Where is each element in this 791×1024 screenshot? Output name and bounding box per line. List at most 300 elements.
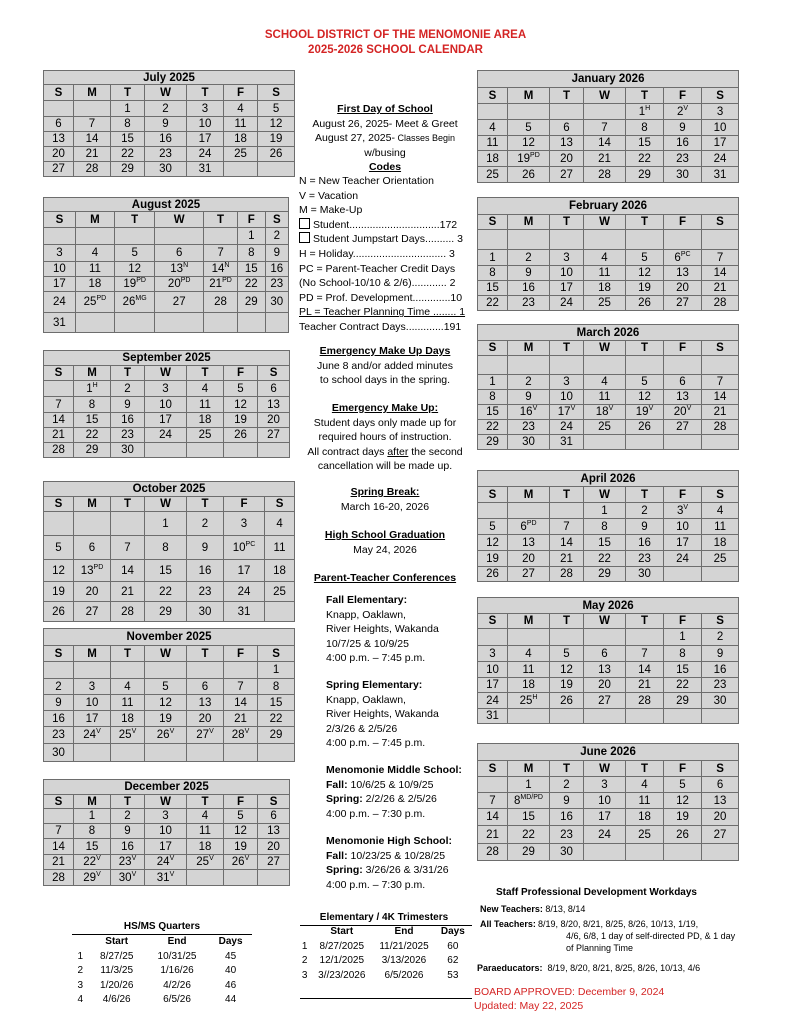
- day-code: PD: [180, 277, 191, 284]
- day-number: 18: [121, 712, 134, 725]
- day-number: 9: [641, 520, 648, 533]
- staff-pd-para: [477, 962, 700, 974]
- weekday-header: F: [664, 614, 702, 629]
- empty-day: [187, 870, 224, 886]
- day-number: 7: [716, 251, 724, 264]
- day-number: 22: [269, 712, 283, 725]
- calendar-day: [115, 292, 155, 313]
- day-number: 17: [713, 137, 727, 149]
- day-number: 20: [85, 585, 99, 598]
- day-number: 14: [52, 840, 65, 853]
- empty-day: [702, 356, 739, 375]
- day-number: 12: [269, 118, 283, 130]
- day-number: 25: [713, 552, 727, 565]
- day-number: 2: [676, 105, 684, 118]
- calendar-day: [145, 428, 187, 443]
- calendar-day: [664, 405, 702, 420]
- day-code: V: [532, 405, 538, 412]
- day-number: 11: [714, 520, 727, 533]
- day-number: 13: [170, 263, 184, 275]
- calendar-day: [702, 551, 739, 567]
- calendar-day: [204, 292, 238, 313]
- empty-day: [626, 709, 664, 724]
- day-number: 13: [713, 794, 727, 807]
- day-number: 3: [676, 504, 684, 517]
- empty-day: [702, 709, 739, 724]
- day-number: 23: [522, 421, 535, 433]
- empty-day: [258, 162, 295, 177]
- day-number: 26: [122, 296, 136, 308]
- week-row: [478, 678, 739, 693]
- calendar-day: [145, 809, 187, 824]
- day-number: 3: [201, 102, 209, 115]
- day-code: PD: [93, 563, 104, 571]
- week-row: [44, 413, 290, 428]
- day-number: 15: [486, 406, 499, 418]
- day-number: 30: [159, 163, 172, 175]
- calendar-day: [550, 296, 584, 311]
- empty-day: [664, 709, 702, 724]
- weekday-header: S: [478, 341, 508, 356]
- cell: 2: [301, 955, 308, 967]
- calendar-day: [664, 535, 702, 551]
- week-row: [44, 711, 295, 727]
- emergency-makeup-section: [296, 401, 474, 474]
- weekday-header: S: [258, 85, 295, 101]
- calendar-day: [478, 266, 508, 281]
- day-number: 19: [159, 712, 172, 725]
- calendar-day: [44, 695, 74, 711]
- calendar-day: [478, 281, 508, 296]
- calendar-day: [508, 167, 550, 183]
- high-school-title: Menomonie High School:: [326, 835, 452, 847]
- first-day-note: Classes Begin: [394, 133, 455, 144]
- day-number: 7: [88, 118, 96, 130]
- calendar-day: [44, 277, 76, 292]
- calendar-day: [584, 551, 626, 567]
- empty-day: [115, 313, 155, 333]
- calendar-day: [44, 162, 74, 177]
- day-number: 28: [713, 297, 727, 309]
- day-number: 8: [514, 794, 521, 807]
- calendar-day: [111, 397, 145, 413]
- day-number: 10: [560, 391, 573, 403]
- day-code: V: [686, 405, 692, 412]
- calendar-day: [44, 536, 74, 560]
- empty-day: [111, 744, 145, 762]
- calendar-day: [111, 727, 145, 744]
- calendar-day: [550, 551, 584, 567]
- calendar-day: [584, 567, 626, 582]
- day-number: 30: [52, 746, 65, 759]
- day-number: 10: [486, 663, 499, 676]
- calendar-day: [664, 266, 702, 281]
- day-number: 30: [121, 444, 134, 456]
- week-row: [478, 266, 739, 281]
- weekday-header: W: [584, 215, 626, 230]
- day-number: 18: [713, 536, 727, 549]
- day-code: PC: [245, 540, 256, 548]
- day-number: 28: [486, 846, 499, 858]
- fall-elementary-line: 10/7/25 & 10/9/25: [326, 637, 409, 650]
- graduation-date: May 24, 2026: [353, 543, 417, 556]
- calendar-day: [224, 679, 258, 695]
- cell: 12/1/2025: [319, 955, 365, 967]
- calendar-day: [187, 536, 224, 560]
- calendar-day: [238, 292, 266, 313]
- weekday-header: T: [111, 646, 145, 662]
- day-number: 15: [85, 840, 99, 853]
- day-number: 27: [676, 297, 689, 309]
- calendar-day: [44, 292, 76, 313]
- day-code: V: [570, 405, 576, 412]
- calendar-day: [145, 870, 187, 886]
- day-number: 22: [121, 148, 134, 160]
- calendar-day: [626, 390, 664, 405]
- month-calendar-nov: [43, 628, 295, 762]
- calendar-day: [508, 826, 550, 844]
- day-number: 29: [522, 846, 535, 858]
- calendar-day: [155, 277, 204, 292]
- calendar-day: [258, 839, 290, 855]
- day-code: PD: [96, 295, 107, 302]
- day-number: 30: [713, 694, 727, 707]
- day-number: 1: [86, 382, 93, 395]
- calendar-day: [508, 266, 550, 281]
- calendar-day: [44, 824, 74, 839]
- day-number: 25: [598, 421, 611, 433]
- day-code: V: [209, 728, 214, 735]
- calendar-day: [74, 117, 111, 132]
- weekday-header: T: [187, 85, 224, 101]
- empty-day: [44, 809, 74, 824]
- calendar-day: [550, 678, 584, 693]
- quarters-table: [72, 919, 252, 1007]
- calendar-day: [478, 390, 508, 405]
- day-number: 3: [563, 251, 570, 264]
- calendar-day: [74, 727, 111, 744]
- calendar-day: [224, 397, 258, 413]
- weekday-header: M: [508, 761, 550, 777]
- day-number: 1: [248, 230, 255, 242]
- week-row: [44, 245, 289, 262]
- calendar-day: [224, 132, 258, 147]
- day-number: 9: [124, 398, 131, 411]
- calendar-day: [265, 277, 288, 292]
- calendar-day: [702, 420, 739, 435]
- empty-day: [626, 844, 664, 861]
- calendar-day: [508, 793, 550, 809]
- calendar-day: [664, 281, 702, 296]
- calendar-title: 2025-2026 SCHOOL CALENDAR: [308, 44, 483, 56]
- cell: 4/6/26: [102, 994, 131, 1006]
- weekday-header: S: [44, 212, 76, 228]
- calendar-day: [111, 855, 145, 870]
- calendar-day: [478, 809, 508, 826]
- calendar-day: [478, 551, 508, 567]
- week-row: [478, 405, 739, 420]
- empty-day: [702, 567, 739, 582]
- label: All Teachers:: [480, 919, 536, 929]
- day-number: 19: [638, 282, 651, 294]
- calendar-day: [187, 602, 224, 622]
- trimesters-title: Elementary / 4K Trimesters: [319, 911, 449, 923]
- day-number: 2: [124, 810, 131, 822]
- week-row: [478, 709, 739, 724]
- day-number: 24: [53, 296, 66, 308]
- calendar-day: [478, 519, 508, 535]
- week-row: [44, 292, 289, 313]
- day-number: 22: [522, 828, 535, 841]
- empty-day: [702, 844, 739, 861]
- day-number: 13: [676, 391, 689, 403]
- calendar-day: [74, 602, 111, 622]
- calendar-day: [187, 428, 224, 443]
- calendar-day: [664, 551, 702, 567]
- calendar-day: [664, 662, 702, 678]
- calendar-day: [664, 375, 702, 390]
- calendar-day: [626, 809, 664, 826]
- calendar-day: [626, 151, 664, 167]
- empty-day: [478, 104, 508, 120]
- week-row: [44, 744, 295, 762]
- trimesters-table: [298, 910, 470, 983]
- weekday-header: T: [187, 646, 224, 662]
- calendar-day: [74, 582, 111, 602]
- day-number: 13: [267, 398, 280, 411]
- calendar-day: [550, 250, 584, 266]
- week-row: [478, 375, 739, 390]
- value: 3/26/26 & 3/31/26: [362, 864, 449, 877]
- calendar-day: [187, 839, 224, 855]
- empty-day: [145, 443, 187, 458]
- calendar-day: [155, 245, 204, 262]
- day-number: 4: [716, 504, 724, 517]
- day-number: 19: [635, 406, 649, 418]
- calendar-day: [584, 167, 626, 183]
- day-number: 4: [601, 376, 608, 388]
- week-row: [478, 809, 739, 826]
- cell: 62: [447, 955, 459, 967]
- first-day-title: First Day of School: [337, 103, 433, 115]
- day-number: 12: [128, 263, 142, 275]
- calendar-day: [75, 292, 114, 313]
- calendar-day: [258, 662, 295, 679]
- weekday-header: F: [664, 215, 702, 230]
- calendar-day: [550, 809, 584, 826]
- calendar-day: [258, 147, 295, 162]
- day-code: MD/PD: [520, 793, 543, 801]
- calendar-day: [111, 582, 145, 602]
- weekday-header: W: [584, 341, 626, 356]
- calendar-day: [187, 560, 224, 582]
- cell: 8/27/2025: [319, 940, 365, 952]
- day-number: 24: [156, 856, 170, 868]
- day-number: 27: [267, 856, 280, 868]
- week-row: [478, 693, 739, 709]
- calendar-day: [224, 147, 258, 162]
- month-title: September 2025: [44, 351, 290, 366]
- weekday-header: S: [702, 761, 739, 777]
- checkbox-icon: [299, 218, 310, 229]
- weekday-header: T: [111, 795, 145, 809]
- day-number: 8: [124, 118, 131, 130]
- day-number: 14: [52, 414, 65, 426]
- calendar-day: [584, 662, 626, 678]
- calendar-day: [258, 695, 295, 711]
- week-row: [478, 551, 739, 567]
- day-number: 25: [273, 585, 286, 598]
- calendar-day: [702, 390, 739, 405]
- empty-day: [626, 230, 664, 250]
- empty-day: [508, 230, 550, 250]
- day-number: 21: [234, 712, 247, 725]
- day-number: 19: [517, 152, 531, 165]
- calendar-day: [44, 147, 74, 162]
- calendar-day: [702, 104, 739, 120]
- empty-day: [224, 662, 258, 679]
- weekday-header: M: [508, 614, 550, 629]
- fall-elementary-line: Knapp, Oaklawn,: [326, 608, 406, 621]
- calendar-day: [626, 693, 664, 709]
- empty-day: [224, 162, 258, 177]
- day-number: 23: [676, 152, 689, 165]
- day-number: 10: [159, 825, 172, 837]
- weekday-header: M: [74, 646, 111, 662]
- week-row: [44, 162, 295, 177]
- value-line: 8/19, 8/20, 8/21, 8/25, 8/26, 10/13, 1/19,: [538, 919, 699, 929]
- day-number: 26: [522, 168, 535, 181]
- conferences-heading: Parent-Teacher Conferences: [313, 572, 457, 584]
- day-number: 5: [525, 121, 532, 134]
- day-number: 9: [525, 391, 532, 403]
- calendar-day: [626, 266, 664, 281]
- calendar-day: [258, 117, 295, 132]
- day-number: 11: [88, 263, 101, 275]
- week-row: [478, 844, 739, 861]
- day-number: 2: [716, 631, 724, 643]
- day-number: 13: [52, 133, 65, 145]
- day-number: 30: [522, 436, 535, 448]
- code-item: N = New Teacher Orientation: [299, 175, 434, 187]
- calendar-day: [664, 646, 702, 662]
- calendar-day: [74, 132, 111, 147]
- calendar-day: [702, 266, 739, 281]
- calendar-day: [550, 136, 584, 151]
- calendar-day: [550, 405, 584, 420]
- first-day-date: August 27, 2025-: [314, 132, 395, 145]
- day-number: 7: [601, 121, 608, 134]
- day-number: 5: [641, 376, 648, 388]
- day-number: 6: [674, 251, 681, 264]
- day-number: 4: [91, 247, 99, 259]
- calendar-day: [478, 646, 508, 662]
- day-number: 4: [641, 778, 648, 791]
- week-row: [44, 536, 295, 560]
- day-number: 28: [52, 444, 65, 456]
- day-number: 7: [237, 680, 244, 693]
- empty-day: [258, 443, 290, 458]
- day-number: 6: [270, 810, 277, 822]
- col-header: Start: [330, 926, 354, 938]
- cell: 40: [225, 965, 237, 977]
- empty-day: [664, 844, 702, 861]
- week-row: [44, 397, 290, 413]
- day-number: 21: [560, 552, 573, 565]
- day-number: 27: [598, 694, 611, 707]
- day-number: 2: [563, 778, 570, 791]
- calendar-day: [584, 503, 626, 519]
- calendar-day: [258, 809, 290, 824]
- day-number: 21: [52, 429, 65, 441]
- label: Fall:: [326, 778, 348, 791]
- weekday-header: F: [664, 487, 702, 503]
- calendar-day: [224, 381, 258, 397]
- high-school-fall: [326, 849, 452, 864]
- spring-elementary: [326, 678, 439, 751]
- day-number: 21: [713, 282, 727, 294]
- day-number: 19: [269, 133, 283, 145]
- cell: 3/13/2026: [381, 955, 427, 967]
- calendar-day: [44, 582, 74, 602]
- value: 10/23/25 & 10/28/25: [347, 849, 446, 862]
- day-number: 1: [601, 504, 608, 517]
- calendar-day: [44, 602, 74, 622]
- calendar-day: [584, 646, 626, 662]
- weekday-header: S: [265, 212, 288, 228]
- day-number: 4: [601, 251, 608, 264]
- day-number: 29: [598, 568, 611, 580]
- empty-day: [204, 313, 238, 333]
- day-number: 22: [85, 429, 99, 441]
- week-row: [44, 132, 295, 147]
- day-number: 19: [234, 840, 247, 853]
- weekday-header: S: [478, 614, 508, 629]
- empty-day: [550, 356, 584, 375]
- day-number: 8: [641, 121, 648, 134]
- emergency-makeup-line: cancellation will be made up.: [317, 460, 453, 473]
- calendar-day: [145, 381, 187, 397]
- spring-elementary-line: 4:00 p.m. – 7:45 p.m.: [326, 737, 426, 750]
- weekday-header: M: [508, 341, 550, 356]
- day-number: 7: [217, 247, 224, 259]
- calendar-day: [224, 824, 258, 839]
- calendar-day: [626, 551, 664, 567]
- day-code: H: [92, 381, 98, 389]
- weekday-header: T: [187, 795, 224, 809]
- calendar-day: [111, 117, 145, 132]
- calendar-day: [74, 839, 111, 855]
- calendar-day: [664, 809, 702, 826]
- calendar-day: [584, 826, 626, 844]
- calendar-day: [508, 435, 550, 450]
- calendar-day: [584, 250, 626, 266]
- weekday-header: W: [145, 497, 187, 512]
- codes-title: Codes: [368, 161, 402, 174]
- middle-school-spring: [326, 792, 462, 807]
- calendar-day: [626, 296, 664, 311]
- day-number: 7: [55, 825, 62, 837]
- day-number: 11: [598, 267, 611, 279]
- week-row: [44, 695, 295, 711]
- day-number: 24: [237, 585, 251, 598]
- day-number: 20: [267, 840, 280, 853]
- week-row: [478, 535, 739, 551]
- day-number: 20: [713, 811, 727, 823]
- day-number: 4: [489, 121, 496, 134]
- calendar-day: [664, 390, 702, 405]
- calendar-day: [664, 793, 702, 809]
